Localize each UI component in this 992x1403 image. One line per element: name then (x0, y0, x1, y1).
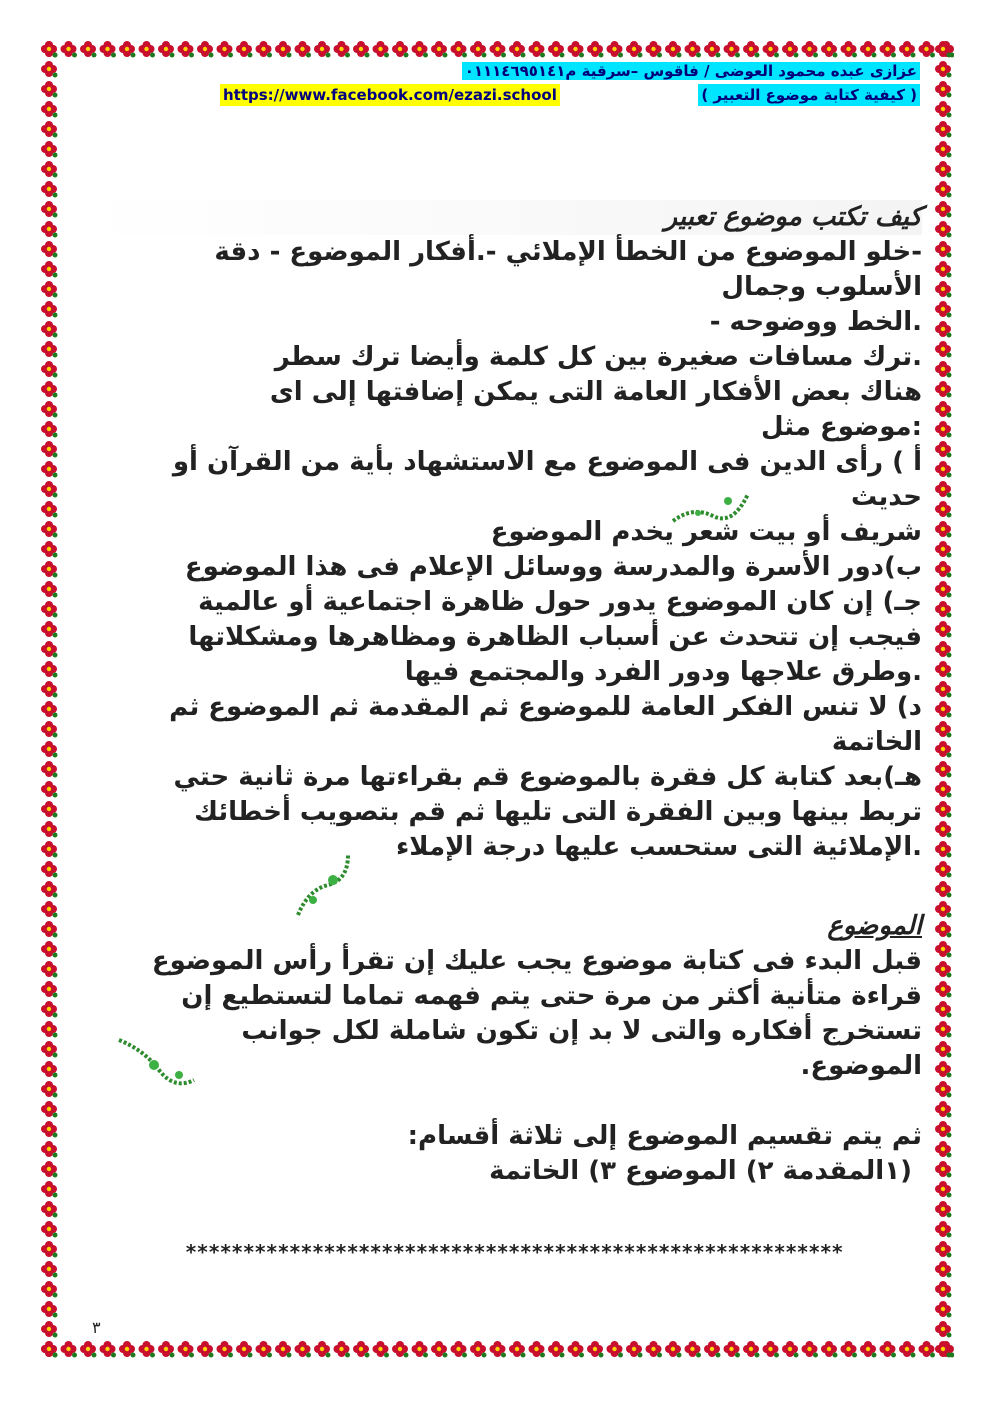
text-line: شريف أو بيت شعر يخدم الموضوع (490, 517, 922, 547)
text-line: الأسلوب وجمال (721, 272, 922, 302)
spacer (87, 1084, 922, 1119)
text-line: حديث (850, 482, 922, 512)
separator-stars: ********************************************************* (185, 1240, 843, 1264)
division-intro: ثم يتم تقسيم الموضوع إلى ثلاثة أقسام: (407, 1121, 922, 1151)
text-line: الموضوع. (800, 1051, 922, 1081)
text-line: الخاتمة (831, 727, 922, 757)
text-line: .ترك مسافات صغيرة بين كل كلمة وأيضا ترك سطر (274, 342, 922, 372)
decorative-border-right (932, 38, 954, 1360)
text-line: د) لا تنس الفكر العامة للموضوع ثم المقدمة ثم الموضوع ثم (169, 692, 922, 722)
flower-border-icon (932, 38, 954, 1360)
text-line: قراءة متأنية أكثر من مرة حتى يتم فهمه تماما لتستطيع إن (181, 981, 922, 1011)
section-title: الموضوع (827, 911, 922, 941)
facebook-link[interactable]: https://www.facebook.com/ezazi.school (220, 84, 560, 106)
text-line: تربط بينها وبين الفقرة التى تليها ثم قم بتصويب أخطائك (194, 797, 922, 827)
document-topic: ( كيفية كتابة موضوع التعبير ) (698, 84, 920, 106)
vine-decoration-icon (288, 850, 363, 920)
decorative-border-left (38, 38, 60, 1360)
text-line: هناك بعض الأفكار العامة التى يمكن إضافتها إلى اى (269, 377, 922, 407)
text-line: فيجب إن تتحدث عن أسباب الظاهرة ومظاهرها ومشكلاتها (188, 622, 922, 652)
author-line (220, 60, 920, 82)
text-line: قبل البدء فى كتابة موضوع يجب عليك إن تقرأ رأس الموضوع (151, 946, 922, 976)
text-line: جـ) إن كان الموضوع يدور حول ظاهرة اجتماعية أو عالمية (198, 587, 922, 617)
text-line: -خلو الموضوع من الخطأ الإملائي -.أفكار الموضوع - دقة (214, 237, 922, 267)
division-list: (١المقدمة ٢) الموضوع ٣) الخاتمة (489, 1156, 912, 1186)
header-second-line (220, 84, 920, 106)
page-title: كيف تكتب موضوع تعبير (87, 200, 922, 235)
text-line: هـ)بعد كتابة كل فقرة بالموضوع قم بقراءتها مرة ثانية حتي (173, 762, 922, 792)
decorative-border-top (38, 38, 954, 60)
text-line: .وطرق علاجها ودور الفرد والمجتمع فيها (404, 657, 922, 687)
text-line: ب)دور الأسرة والمدرسة ووسائل الإعلام فى هذا الموضوع (184, 552, 922, 582)
flower-border-icon (38, 38, 954, 60)
decorative-border-bottom (38, 1338, 954, 1360)
flower-border-icon (38, 38, 60, 1360)
page-number: ٣ (92, 1318, 101, 1337)
vine-decoration-icon (668, 486, 753, 531)
text-line: أ ) رأى الدين فى الموضوع مع الاستشهاد بأية من القرآن أو (172, 447, 922, 477)
guidelines-list (87, 235, 922, 865)
section-paragraph (87, 944, 922, 1084)
text-line: تستخرج أفكاره والتى لا بد إن تكون شاملة لكل جوانب (241, 1016, 922, 1046)
page-header (220, 60, 920, 106)
text-line: :موضوع مثل (761, 412, 922, 442)
main-content (87, 200, 922, 1189)
flower-border-icon (38, 1338, 954, 1360)
author-info: عزازى عبده محمود العوضى / فاقوس –سرقية م٠١١١٤٦٩٥١٤١ (462, 62, 920, 80)
text-line: .الإملائية التى ستحسب عليها درجة الإملاء (395, 832, 922, 862)
vine-decoration-icon (114, 1030, 199, 1090)
text-line: .الخط ووضوحه - (709, 307, 922, 337)
